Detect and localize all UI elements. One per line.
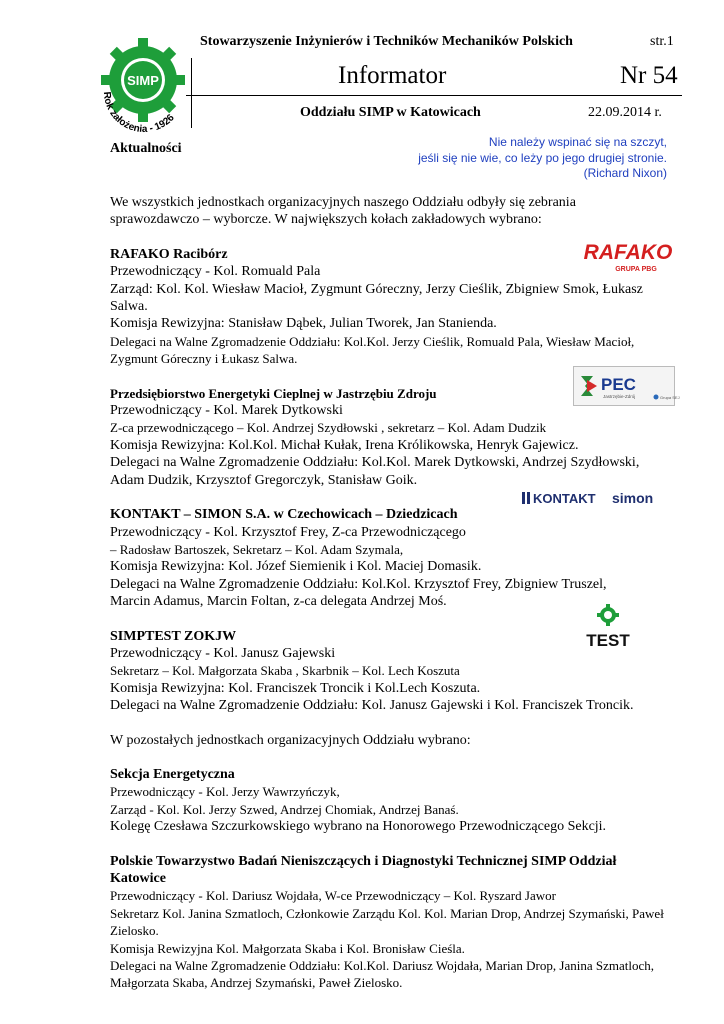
intro-line: We wszystkich jednostkach organizacyjnych naszego Oddziału odbyły się zebrania — [110, 195, 576, 210]
kontakt-simon-logo — [520, 486, 660, 510]
issue-number: Nr 54 — [620, 62, 678, 89]
svg-text:Grupa SEJ: Grupa SEJ — [660, 395, 680, 400]
svg-text:SIMP: SIMP — [127, 73, 159, 88]
pec-chair: Przewodniczący - Kol. Marek Dytkowski — [110, 403, 343, 419]
page-title: Informator — [338, 62, 447, 89]
kontakt-heading: KONTAKT – SIMON S.A. w Czechowicach – Dziedzicach — [110, 507, 458, 523]
ptb-delegates: Delegaci na Walne Zgromadzenie Oddziału: Kol.Kol. Dariusz Wojdała, Marian Drop, Janina Szmatloch, — [110, 958, 654, 974]
energy-chair: Przewodniczący - Kol. Jerzy Wawrzyńczyk, — [110, 784, 340, 800]
kontakt-vice: – Radosław Bartoszek, Sekretarz – Kol. Adam Szymala, — [110, 541, 404, 557]
ptb-board: Sekretarz Kol. Janina Szmatloch, Członkowie Zarządu Kol. Kol. Marian Drop, Andrzej Szymański, Paweł — [110, 905, 664, 921]
energy-section — [110, 766, 676, 836]
branch-name: Oddziału SIMP w Katowicach — [300, 105, 481, 120]
svg-text:GRUPA PBG: GRUPA PBG — [615, 266, 657, 273]
rafako-board: Zarząd: Kol. Kol. Wiesław Macioł, Zygmunt Góreczny, Jerzy Cieślik, Zbigniew Smok, Łukasz — [110, 281, 643, 297]
rafako-logo — [582, 235, 674, 275]
simptest-audit: Komisja Rewizyjna: Kol. Franciszek Troncik i Kol.Lech Koszuta. — [110, 680, 481, 696]
simptest-board: Sekretarz – Kol. Małgorzata Skaba , Skarbnik – Kol. Lech Koszuta — [110, 663, 460, 679]
page-number: str.1 — [650, 34, 674, 49]
svg-text:KONTAKT: KONTAKT — [533, 491, 596, 506]
pec-heading: Przedsiębiorstwo Energetyki Cieplnej w Jastrzębiu Zdroju — [110, 385, 437, 401]
issue-date: 22.09.2014 r. — [588, 105, 662, 120]
quote-line: jeśli się nie wie, co leży po jego drugiej stronie. — [418, 150, 667, 165]
quote — [367, 135, 667, 182]
kontakt-chair: Przewodniczący - Kol. Krzysztof Frey, Z-ca Przewodniczącego — [110, 524, 466, 540]
quote-line: Nie należy wspinać się na szczyt, — [488, 135, 667, 149]
organization-name: Stowarzyszenie Inżynierów i Techników Mechaników Polskich — [200, 34, 573, 49]
ptb-delegates: Małgorzata Skaba, Andrzej Szymański, Paweł Zielosko. — [110, 975, 403, 991]
simptest-delegates: Delegaci na Walne Zgromadzenie Oddziału: Kol. Janusz Gajewski i Kol. Franciszek Troncik. — [110, 698, 634, 714]
rafako-board: Salwa. — [110, 299, 148, 315]
svg-text:RAFAKO: RAFAKO — [583, 241, 673, 264]
energy-heading: Sekcja Energetyczna — [110, 766, 235, 782]
kontakt-delegates: Delegaci na Walne Zgromadzenie Oddziału: Kol.Kol. Krzysztof Frey, Zbigniew Truszel, — [110, 576, 607, 592]
kontakt-delegates: Marcin Adamus, Marcin Foltan, z-ca delegata Andrzej Moś. — [110, 594, 447, 610]
rafako-heading: RAFAKO Racibórz — [110, 246, 228, 262]
svg-text:Rok założenia - 1926: Rok założenia - 1926 — [100, 91, 177, 136]
svg-text:PEC: PEC — [601, 375, 636, 394]
rafako-delegates: Zygmunt Góreczny i Łukasz Salwa. — [110, 351, 298, 367]
svg-text:Jastrzębie-Zdrój: Jastrzębie-Zdrój — [603, 394, 636, 399]
simp-logo — [86, 30, 200, 144]
kontakt-audit: Komisja Rewizyjna: Kol. Józef Siemienik i Kol. Maciej Domasik. — [110, 559, 482, 575]
pec-delegates: Delegaci na Walne Zgromadzenie Oddziału: Kol.Kol. Marek Dytkowski, Andrzej Szydłowski, — [110, 455, 640, 471]
ptb-board: Zielosko. — [110, 923, 159, 939]
ptb-chair: Przewodniczący - Kol. Dariusz Wojdała, W-ce Przewodniczący – Kol. Ryszard Jawor — [110, 888, 556, 904]
article-body — [110, 194, 676, 992]
rafako-chair: Przewodniczący - Kol. Romuald Pala — [110, 264, 321, 280]
svg-text:TEST: TEST — [586, 631, 630, 650]
pec-delegates: Adam Dudzik, Krzysztof Gregorczyk, Stanisław Goik. — [110, 472, 418, 488]
ptb-heading: Polskie Towarzystwo Badań Nieniszczących i Diagnostyki Technicznej SIMP Oddział — [110, 853, 617, 869]
rafako-delegates: Delegaci na Walne Zgromadzenie Oddziału: Kol.Kol. Jerzy Cieślik, Romuald Pala, Wiesław Macioł, — [110, 333, 635, 349]
pec-audit: Komisja Rewizyjna: Kol.Kol. Michał Kułak, Irena Królikowska, Henryk Gajewicz. — [110, 437, 579, 453]
rafako-audit: Komisja Rewizyjna: Stanisław Dąbek, Julian Tworek, Jan Stanienda. — [110, 316, 497, 332]
header-horizontal-rule — [186, 95, 682, 96]
quote-author: (Richard Nixon) — [583, 166, 667, 180]
section-title: Aktualności — [110, 141, 182, 156]
header-vertical-rule — [191, 58, 192, 128]
pec-logo — [573, 366, 680, 406]
intro-line: sprawozdawczo – wyborcze. W największych kołach zakładowych wybrano: — [110, 212, 542, 228]
kontakt-section — [110, 506, 676, 610]
energy-board: Zarząd - Kol. Kol. Jerzy Szwed, Andrzej Chomiak, Andrzej Banaś. — [110, 801, 459, 817]
ptb-heading: Katowice — [110, 871, 166, 886]
ptb-audit: Komisja Rewizyjna Kol. Małgorzata Skaba i Kol. Bronisław Cieśla. — [110, 940, 465, 956]
simptest-heading: SIMPTEST ZOKJW — [110, 628, 237, 644]
simptest-logo — [582, 604, 634, 650]
simptest-chair: Przewodniczący - Kol. Janusz Gajewski — [110, 645, 336, 661]
intro-paragraph — [110, 194, 676, 229]
svg-text:simon: simon — [612, 490, 654, 506]
other-units-intro: W pozostałych jednostkach organizacyjnych Oddziału wybrano: — [110, 732, 471, 748]
energy-honor: Kolegę Czesława Szczurkowskiego wybrano na Honorowego Przewodniczącego Sekcji. — [110, 819, 607, 835]
ptb-section — [110, 853, 676, 992]
pec-vice: Z-ca przewodniczącego – Kol. Andrzej Szydłowski , sekretarz – Kol. Adam Dudzik — [110, 420, 547, 436]
